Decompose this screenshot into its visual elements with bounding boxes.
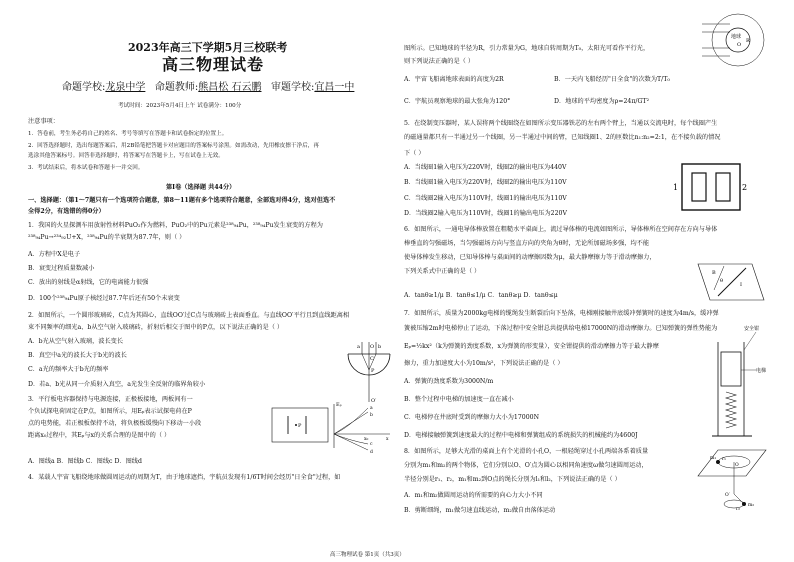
- fig4-label: O: [737, 42, 742, 48]
- q4-option-d: D．地球的平均密度为ρ=24π/GT²: [554, 98, 650, 105]
- q8-stem: 8．如图所示，足够大光滑的桌面上有个光滑的小孔O，一根轻绳穿过小孔两端各系着质量: [404, 448, 649, 455]
- q6-stem: 6．如图所示，一通电导体棒放置在粗糙水平桌面上，流过导体棒的电流如图所示，导体棒所在空间存在方向与导体: [404, 226, 718, 233]
- q7-option-a: A．弹簧的劲度系数为3000N/m: [404, 378, 494, 385]
- q2-option-c: C．a光的频率大于b光的频率: [28, 366, 109, 373]
- fig2-label: C: [370, 356, 374, 362]
- q5-stem: 下（ ）: [404, 150, 425, 157]
- fig5-label: 1: [673, 183, 679, 192]
- fig8-label: r₂: [736, 507, 740, 512]
- q4-stem: 则下列说法正确的是（ ）: [404, 58, 475, 65]
- review-school: 宜昌一中: [314, 82, 355, 93]
- fig3-label: d: [370, 450, 373, 455]
- teacher-label: 命题教师:: [154, 82, 199, 93]
- fig4-label: 地球: [731, 34, 742, 40]
- q5-option-a: A．当线圈1输入电压为220V时，线圈2的输出电压为440V: [404, 164, 567, 171]
- q2-option-a: A．b光从空气射入玻璃，波长变长: [28, 338, 124, 345]
- exam-name: 2023年高三下学期5月三校联考: [128, 41, 288, 54]
- fig6-label: B: [712, 270, 716, 276]
- q3-stem: 个负试探电荷固定在P点，如图所示，用Eₚ表示试探电荷在P: [28, 408, 192, 415]
- q5-stem: 的磁通量都只有一半通过另一个线圈，另一半通过中间的臂，已知线圈1、2的匝数比n₁:n₂=2:1，在不接负载的情况: [404, 134, 721, 141]
- page-title: 高三物理试卷: [162, 55, 265, 74]
- fig3-label: P: [298, 423, 302, 429]
- q5-option-c: C．当线圈2输入电压为110V时，线圈1的输出电压为110V: [404, 195, 567, 202]
- note-item: 2．回答选择题时，选出每题答案后，用2B铅笔把答题卡对应题目的答案标号涂黑。如需改动，先用橡皮擦干净后，再: [28, 143, 319, 149]
- review-label: 审题学校:: [271, 82, 315, 93]
- q7-stem: 擦力，重力加速度大小为10m/s²，下列说法正确的是（ ）: [404, 360, 564, 367]
- fig7-label: 电梯: [756, 368, 767, 374]
- q3-stem: 距离x₀过程中，其Eₚ与x的关系合理的是图中的（ ）: [28, 432, 171, 439]
- q3-figure: [268, 398, 394, 456]
- q2-stem: 束不同频率的细光a、b从空气射入玻璃砖，折射后相交于图中的P点，以下说法正确的是（ ）: [28, 324, 284, 331]
- q5-option-b: B．当线圈1输入电压为220V时，线圈2的输出电压为110V: [404, 179, 567, 186]
- fig8-label: O: [735, 463, 739, 468]
- q7-option-c: C．电梯停在井底时受到的摩擦力大小为17000N: [404, 414, 540, 421]
- fig6-label: I: [740, 282, 742, 288]
- q4-option-a: A．宇宙飞船离地球表面的高度为2R: [404, 76, 504, 83]
- q1-stem: 1．我国的火星探测车用放射性材料PuO₂作为燃料，PuO₂中的Pu元素是²³⁸₉₄Pu，²³⁸₉₄Pu发生衰变的方程为: [28, 222, 323, 229]
- q7-option-b: B．整个过程中电梯的加速度一直在减小: [404, 396, 514, 403]
- section-intro: 全得2分，有选错的得0分）: [28, 208, 105, 215]
- note-item: 1．答卷前，考生务必将自己的姓名、考号等填写在答题卡和试卷指定的位置上。: [28, 131, 228, 137]
- fig3-label: b: [370, 413, 373, 418]
- fig3-label: c: [370, 442, 373, 447]
- q1-option-d: D．100个²³⁸₉₄Pu原子核经过87.7年后还有50个未衰变: [28, 295, 180, 302]
- q7-stem: 7．如图所示，质量为2000kg电梯的缆绳发生断裂后向下坠落，电梯刚接触井底缓冲弹簧时的速度为4m/s，缓冲弹: [404, 310, 719, 317]
- q4-option-c: C．宇航员观察地球的最大张角为120°: [404, 98, 511, 105]
- q4-stem: 4．某载人宇宙飞船绕地球做圆周运动的周期为T，由于地球遮挡，宇航员发现有1/6T时间会经历"日全食"过程，如: [28, 474, 341, 481]
- fig2-label: O′: [371, 398, 377, 404]
- q3-stem: 点的电势能，若正极板保持不动，将负极板缓慢向下移动一小段: [28, 420, 202, 427]
- fig2-label: P: [371, 368, 375, 374]
- q2-figure: [344, 340, 394, 404]
- fig5-label: 2: [742, 183, 748, 192]
- section-intro: 一、选择题：（第1～7题只有一个选项符合题意，第8～11题有多个选项符合题意，全部选对得4分，选对但选不: [28, 197, 336, 204]
- fig3-label: x: [386, 437, 389, 442]
- fig3-label: x₀: [364, 437, 369, 442]
- q8-option-b: B．剪断细绳，m₁做匀速直线运动，m₂做自由落体运动: [404, 507, 556, 514]
- q1-option-a: A．方程中X是电子: [28, 251, 81, 258]
- q4-figure: [700, 10, 772, 70]
- note-item: 选涂其他答案标号。回答非选择题时，将答案写在答题卡上，写在试卷上无效。: [28, 153, 224, 159]
- fig8-label: r₁: [722, 457, 726, 462]
- fig2-label: O: [370, 344, 375, 350]
- q2-option-d: D．若a、b光从同一介质射入真空，a光发生全反射的临界角较小: [28, 381, 206, 388]
- q8-stem: 半径分别是r₁、r₂，m₁和m₂到O点的绳长分别为l₁和l₂，下列说法正确的是（ ）: [404, 476, 621, 483]
- q6-stem: 下列关系式中正确的是（ ）: [404, 268, 481, 275]
- teachers: 熊昌松 石云鹏: [198, 82, 262, 93]
- fig3-label: a: [370, 406, 373, 411]
- q6-options: A．tanθ≥1/μ B．tanθ≤1/μ C．tanθ≥μ D．tanθ≤μ: [404, 292, 558, 299]
- q5-figure: [672, 160, 750, 214]
- q7-stem: Eₚ=½kx²（k为弹簧的劲度系数，x为弹簧的形变量），安全钳提供的滑动摩擦力等于最大静摩: [404, 343, 659, 350]
- q2-stem: 2．如图所示，一个圆形玻璃砖，C点为其圆心，直线OO′过C点与玻璃砖上表面垂直。与直线OO′平行且到直线距离相: [28, 312, 350, 319]
- q1-equation: ²³⁸₉₄Pu→²³⁴₉₂U+X，²³⁸₉₄Pu的半衰期为87.7年，则（ ）: [28, 234, 186, 241]
- fig4-label: R: [746, 38, 750, 44]
- q5-option-d: D．当线圈2输入电压为110V时，线圈1的输出电压为220V: [404, 210, 567, 217]
- note-item: 3．考试结束后，将本试卷和答题卡一并交回。: [28, 165, 144, 171]
- exam-meta: 考试时间：2023年5月4日上午 试卷满分：100分: [118, 103, 242, 109]
- q6-figure: [694, 260, 768, 304]
- page-footer: 高三物理试卷 第1页（共3页）: [330, 552, 405, 558]
- q4-option-b: B．一天内飞船经历"日全食"的次数为T/T₀: [554, 76, 670, 83]
- q1-option-c: C．放出的射线是α射线，它的电离能力很强: [28, 279, 149, 286]
- q8-stem: 分别为m₁和m₂的两个物体，它们分别以O、O′点为圆心以相同角速度ω做匀速圆周运动，: [404, 462, 648, 469]
- q5-stem: 5．在绕制变压器时，某人误将两个线圈绕在如图所示变压器铁芯的左右两个臂上，当通以交流电时，每个线圈产生: [404, 120, 718, 127]
- notes-heading: 注意事项：: [28, 118, 59, 125]
- q8-option-a: A．m₁和m₂做圆周运动的所需要的向心力大小不同: [404, 492, 543, 499]
- school: 龙泉中学: [105, 82, 146, 93]
- fig3-label: Eₚ: [336, 402, 342, 408]
- fig7-label: 安全钳: [744, 326, 760, 332]
- q1-option-b: B．衰变过程质量数减小: [28, 265, 95, 272]
- q3-options: A．图线a B．图线b C．图线c D．图线d: [28, 458, 142, 465]
- fig6-label: θ: [720, 278, 724, 284]
- fig8-label: m₁: [710, 456, 717, 461]
- fig2-label: a: [357, 344, 360, 350]
- q7-stem: 簧被压缩2m时电梯停止了运动，下落过程中安全钳总共提供给电梯17000N的滑动摩擦力。已知弹簧的弹性势能为: [404, 325, 718, 332]
- q7-option-d: D．电梯接触弹簧到速度最大的过程中电梯和弹簧组成的系统损失的机械能约为4600J: [404, 432, 638, 439]
- q4-stem: 图所示。已知地球的半径为R，引力常量为G，地球自转周期为T₀，太阳光可看作平行光，: [404, 45, 650, 52]
- author-line: [62, 84, 354, 92]
- q3-stem: 3．平行板电容器保持与电源连接，正极板接地，两板间有一: [28, 396, 193, 403]
- fig8-label: m₂: [748, 503, 755, 508]
- school-label: 命题学校:: [62, 82, 106, 93]
- q2-option-b: B．真空中a光的波长大于b光的波长: [28, 352, 127, 359]
- fig2-label: b: [378, 344, 382, 350]
- q8-figure: [694, 446, 770, 520]
- fig8-label: O′: [725, 493, 730, 498]
- q7-figure: [704, 322, 772, 442]
- q6-stem: 使导体棒发生移动，已知导体棒与桌面间的动摩擦因数为μ，最大静摩擦力等于滑动摩擦力，: [404, 254, 656, 261]
- section-heading: 第Ⅰ卷（选择题 共44分）: [166, 184, 236, 191]
- q6-stem: 棒垂直的匀强磁场，当匀强磁场方向与竖直方向的夹角为θ时，无论所加磁场多强，均不能: [404, 240, 650, 247]
